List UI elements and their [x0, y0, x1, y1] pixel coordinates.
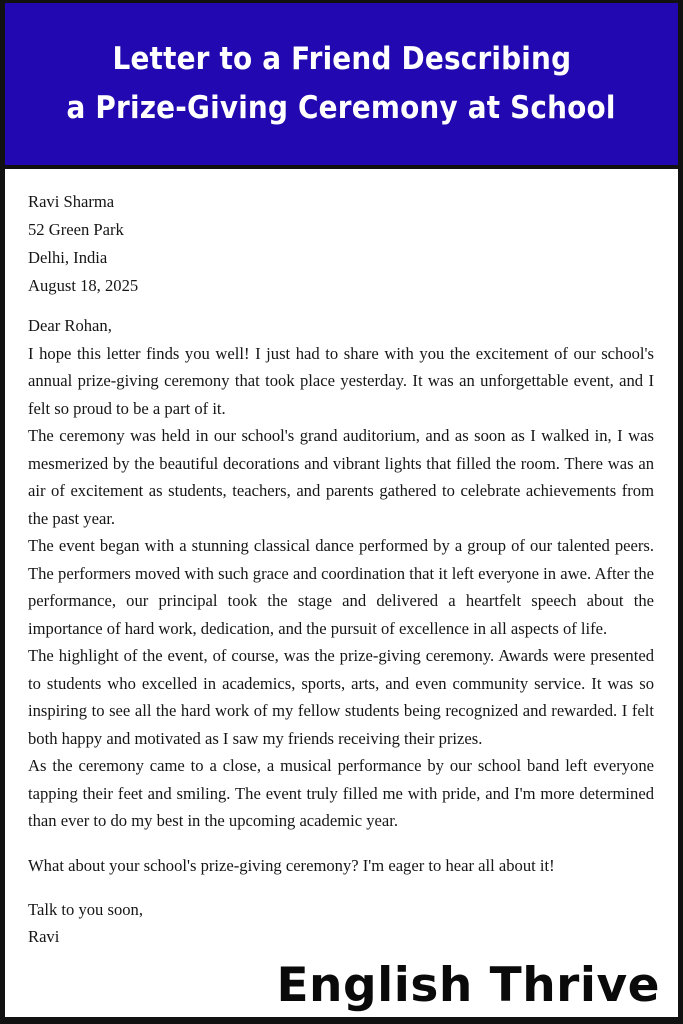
- brand-name: English Thrive: [276, 958, 660, 1013]
- page-title-line-1: Letter to a Friend Describing: [112, 41, 571, 78]
- sender-name: Ravi Sharma: [28, 192, 115, 211]
- brand-logo: [276, 958, 660, 1013]
- paragraph-spacer-1: [28, 835, 654, 852]
- paragraph-spacer-2: [28, 879, 654, 896]
- sender-address-block: [28, 188, 654, 300]
- letter-paragraph-2: The ceremony was held in our school's grand auditorium, and as soon as I walked in, I was mesmerized by the beautiful decorations and vibrant lights that filled the room. There was an air of excitement as students, teachers, and parents gathered to celebrate achievements from the past year.: [28, 426, 654, 528]
- letter-closing: Talk to you soon,: [28, 900, 143, 919]
- letter-paragraph-4: The highlight of the event, of course, was the prize-giving ceremony. Awards were presented to students who excelled in academics, sports, arts, and even community service. It was so inspiring to see all the hard work of my fellow students being recognized and rewarded. I felt both happy and motivated as I saw my friends receiving their prizes.: [28, 646, 654, 748]
- letter-content: [5, 169, 678, 950]
- letter-paragraph-5: As the ceremony came to a close, a musical performance by our school band left everyone tapping their feet and smiling. The event truly filled me with pride, and I'm more determined than ever to do my best in the upcoming academic year.: [28, 756, 654, 830]
- letter-paragraph-3: The event began with a stunning classical dance performed by a group of our talented peers. The performers moved with such grace and coordination that it left everyone in awe. After the performance, our principal took the stage and delivered a heartfelt speech about the importance of hard work, dedication, and the pursuit of excellence in all aspects of life.: [28, 536, 654, 638]
- page-title-line-2: a Prize-Giving Ceremony at School: [66, 90, 617, 126]
- letter-paragraph-1: I hope this letter finds you well! I just had to share with you the excitement of our school's annual prize-giving ceremony that took place yesterday. It was an unforgettable event, and I felt so proud to be a part of it.: [28, 343, 654, 418]
- sender-city-country: Delhi, India: [28, 248, 108, 267]
- page-title-banner: [5, 3, 678, 169]
- letter-signature: Ravi: [28, 927, 60, 946]
- sender-street: 52 Green Park: [28, 220, 124, 239]
- letter-date: August 18, 2025: [28, 276, 139, 295]
- letter-closing-question: What about your school's prize-giving ceremony? I'm eager to hear all about it!: [28, 855, 555, 875]
- salutation: Dear Rohan,: [28, 316, 112, 335]
